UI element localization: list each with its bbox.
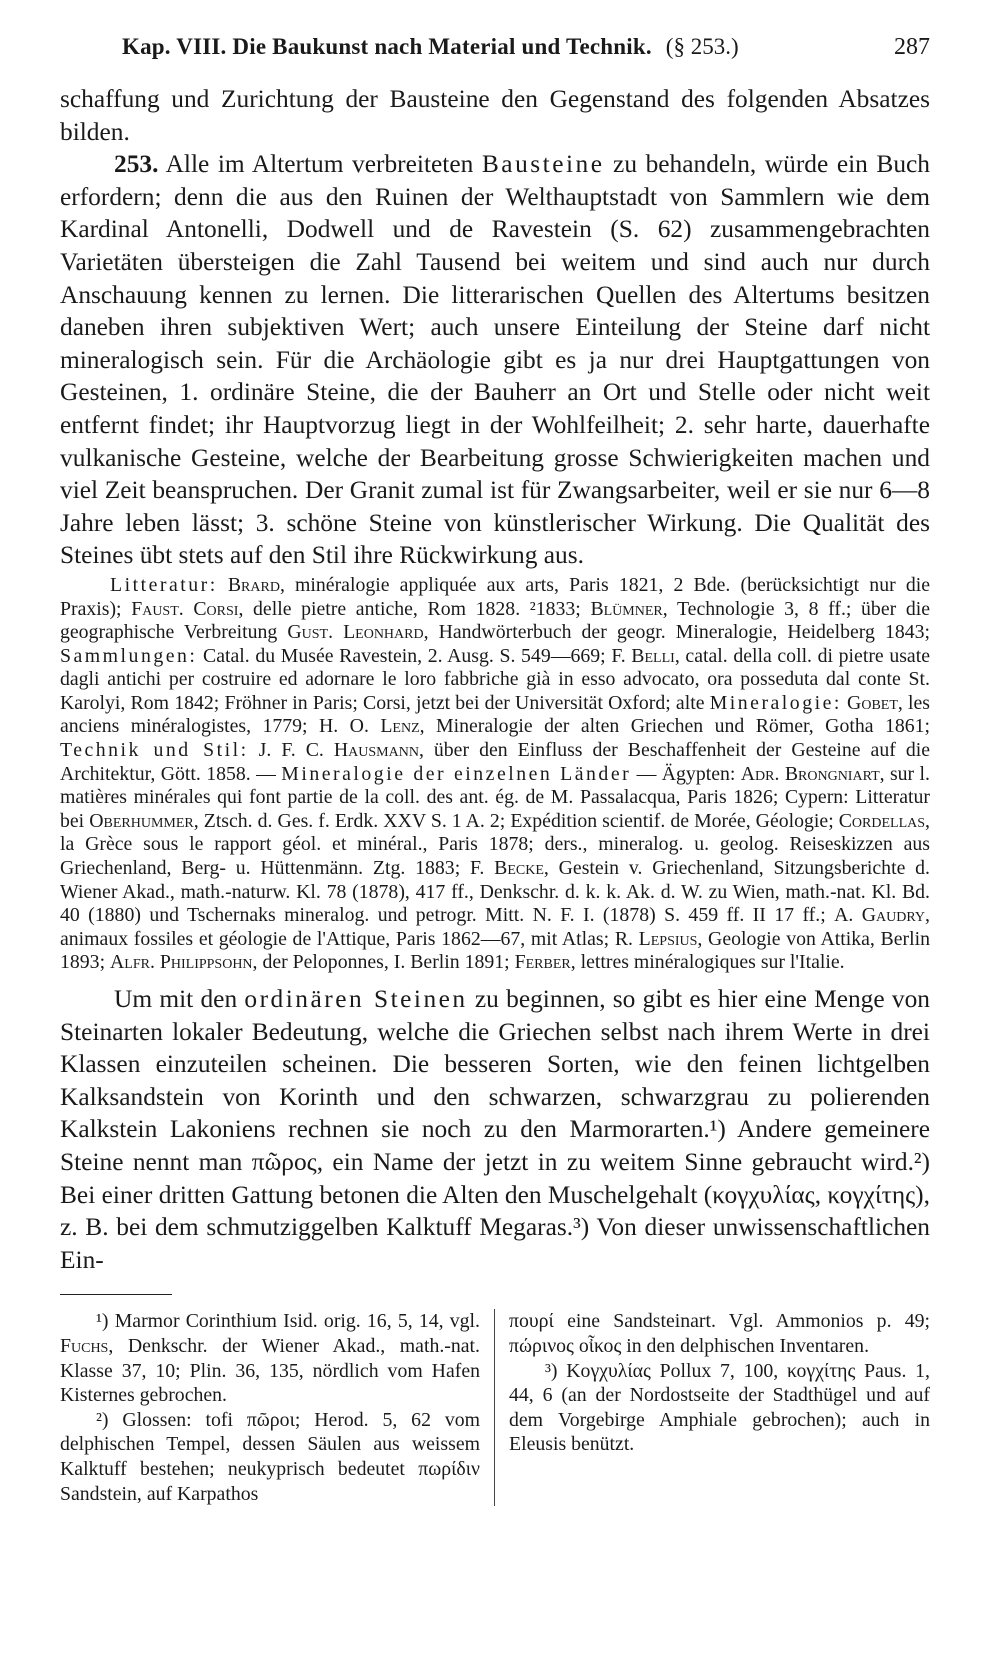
- term-bausteine: Bausteine: [481, 150, 605, 179]
- footnotes: [60, 1309, 930, 1506]
- footnote-divider: [60, 1294, 172, 1295]
- chapter-title: Kap. VIII. Die Baukunst nach Material und Technik.: [122, 34, 652, 59]
- footnote-2-continued: πουρί eine Sandsteinart. Vgl. Ammonios p. 49; πώρινος οἶκος in den delphischen Inventaren.: [509, 1310, 930, 1357]
- running-header: [122, 34, 930, 61]
- footnote-2: ²) Glossen: tofi πῶροι; Herod. 5, 62 vom delphischen Tempel, dessen Säulen aus weissem Kalktuff bestehen; neukyprisch bedeutet πωρίδιν Sandstein, auf Karpathos: [60, 1408, 480, 1505]
- intro-paragraph: schaffung und Zurichtung der Bausteine den Gegenstand des folgenden Absatzes bilden.: [60, 85, 930, 146]
- term-ordinary-stones: ordinären Steinen: [244, 985, 468, 1013]
- section-reference: (§ 253.): [665, 34, 739, 59]
- paragraph-number: 253.: [114, 150, 159, 179]
- literature-block: Litteratur: Brard, minéralogie appliquée aux arts, Paris 1821, 2 Bde. (berücksichtigt nur die Praxis); Faust. Corsi, delle pietre antiche, Rom 1828. ²1833; Blümner, Technologie 3, 8 ff.; über die geographische Verbreitung Gust. Leonhard, Handwörterbuch der geogr. Mineralogie, Heidelberg 1843; Sammlungen: Catal. du Musée Ravestein, 2. Ausg. S. 549—669; F. Belli, catal. della coll. di pietre usate dagli antichi per costruire ed adornare le loro fabbriche già in esso advocato, ora posseduta dal conte St. Karolyi, Rom 1842; Fröhner in Paris; Corsi, jetzt bei der Universität Oxford; alte Mineralogie: Gobet, les anciens minéralogistes, 1779; H. O. Lenz, Mineralogie der alten Griechen und Römer, Gotha 1861; Technik und Stil: J. F. C. Hausmann, über den Einfluss der Beschaffenheit der Gesteine auf die Architektur, Gött. 1858. — Mineralogie der einzelnen Länder — Ägypten: Adr. Brongniart, sur l. matières minérales qui font partie de la coll. des ant. ég. de M. Passalacqua, Paris 1826; Cypern: Litteratur bei Oberhummer, Ztsch. d. Ges. f. Erdk. XXV S. 1 A. 2; Expédition scientif. de Morée, Géologie; Cordellas, la Grèce sous le rapport géol. et minéral., Paris 1878; ders., mineralog. u. geolog. Reiseskizzen aus Griechenland, Berg- u. Hüttenmänn. Ztg. 1883; F. Becke, Gestein v. Griechenland, Sitzungsberichte d. Wiener Akad., math.-naturw. Kl. 78 (1878), 417 ff., Denkschr. d. k. k. Ak. d. W. zu Wien, math.-nat. Kl. Bd. 40 (1880) und Tschernaks mineralog. und petrogr. Mitt. N. F. I. (1878) S. 459 ff. II 17 ff.; A. Gaudry, animaux fossiles et géologie de l'Attique, Paris 1862—67, mit Atlas; R. Lepsius, Geologie von Attika, Berlin 1893; Alfr. Philippsohn, der Peloponnes, I. Berlin 1891; Ferber, lettres minéralogiques sur l'Italie.: [60, 573, 931, 974]
- footnote-3: ³) Κογχυλίας Pollux 7, 100, κογχίτης Paus. 1, 44, 6 (an der Nordostseite der Stadthügel und auf dem Vorgebirge Amphiale gebrochen); auch in Eleusis benützt.: [509, 1359, 930, 1456]
- footnote-column-right: [495, 1309, 930, 1506]
- page-number: 287: [894, 34, 930, 60]
- footnote-1: ¹) Marmor Corinthium Isid. orig. 16, 5, 14, vgl. Fuchs, Denkschr. der Wiener Akad., math.-nat. Klasse 37, 10; Plin. 36, 135, nördlich vom Hafen Kisternes gebrochen.: [60, 1310, 480, 1407]
- paragraph-ordinary-stones: Um mit den ordinären Steinen zu beginnen, so gibt es hier eine Menge von Steinarten lokaler Bedeutung, welche die Griechen selbst nach ihrem Werte in drei Klassen einzuteilen scheinen. Die besseren Sorten, wie den feinen lichtgelben Kalksandstein von Korinth und den schwarzen, schwarzgrau zu polierenden Kalkstein Lakoniens rechnen sie noch zu den Marmorarten.¹) Andere gemeinere Steine nennt man πῶρος, ein Name der jetzt in zu weitem Sinne gebraucht wird.²) Bei einer dritten Gattung betonen die Alten den Muschelgehalt (κογχυλίας, κογχίτης), z. B. bei dem schmutziggelben Kalktuff Megaras.³) Von dieser unwissenschaftlichen Ein-: [60, 985, 930, 1274]
- paragraph-253: 253. Alle im Altertum verbreiteten Bausteine zu behandeln, würde ein Buch erfordern; denn die aus den Ruinen der Welthauptstadt von Sammlern wie dem Kardinal Antonelli, Dodwell und de Ravestein (S. 62) zusammengebrachten Varietäten übersteigen die Zahl Tausend bei weitem und sind auch nur durch Anschauung kennen zu lernen. Die litterarischen Quellen des Altertums besitzen daneben ihren subjektiven Wert; auch unsere Einteilung der Steine darf nicht mineralogisch sein. Für die Archäologie gibt es ja nur drei Hauptgattungen von Gesteinen, 1. ordinäre Steine, die der Bauherr an Ort und Stelle oder nicht weit entfernt findet; ihr Hauptvorzug liegt in der Wohlfeilheit; 2. sehr harte, dauerhafte vulkanische Gesteine, welche der Bearbeitung grosse Schwierigkeiten machen und viel Zeit beanspruchen. Der Granit zumal ist für Zwangsarbeiter, weil er sie nur 6—8 Jahre leben lässt; 3. schöne Steine von künstlerischer Wirkung. Die Qualität des Steines übt stets auf den Stil ihre Rückwirkung aus.: [60, 150, 930, 570]
- footnote-column-left: [60, 1309, 495, 1506]
